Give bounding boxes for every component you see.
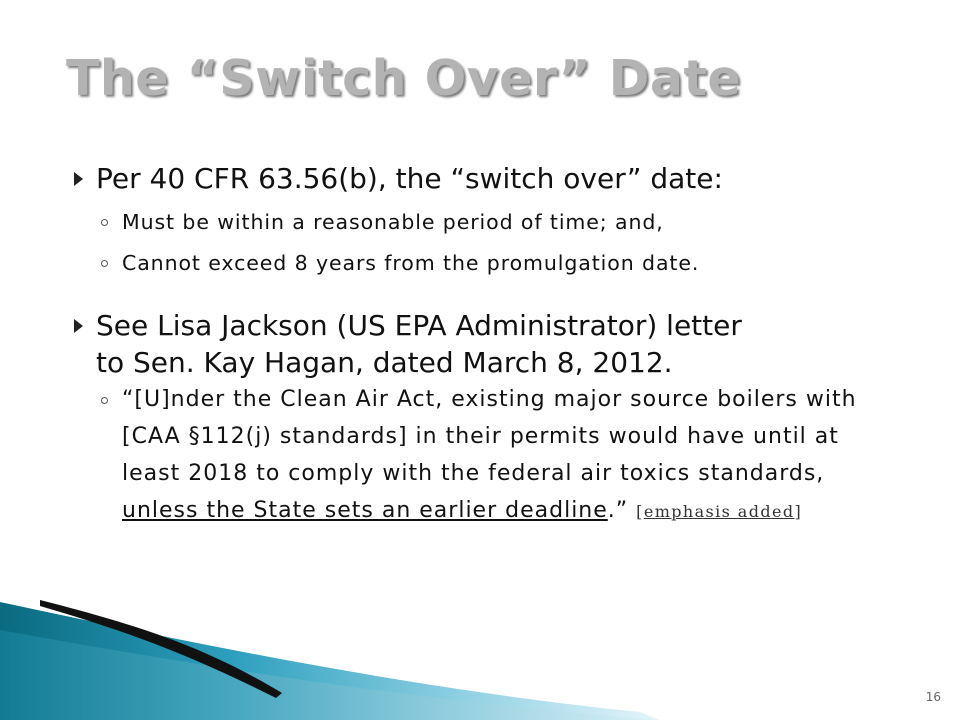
quote-text: “[U]nder the Clean Air Act, existing major source boilers with [CAA §112(j) standards] in their permits would have until at least 2018 to comply with the federal air toxics standards, bbox=[122, 387, 857, 486]
ring-bullet-icon bbox=[101, 397, 108, 404]
ring-bullet-icon bbox=[101, 219, 108, 226]
sub-bullet-item bbox=[74, 247, 884, 279]
emphasis-note: [emphasis added] bbox=[636, 502, 803, 521]
quote-end: .” bbox=[607, 498, 629, 523]
ring-bullet-icon bbox=[101, 260, 108, 267]
quote-underlined-text: unless the State sets an earlier deadline bbox=[122, 498, 608, 523]
sub-bullet-text: Must be within a reasonable period of time; and, bbox=[122, 210, 664, 234]
slide-title: The “Switch Over” Date bbox=[66, 50, 742, 107]
quote-sub-bullet bbox=[74, 381, 884, 530]
bullet-item bbox=[74, 160, 884, 197]
bullet-text-line-2: to Sen. Kay Hagan, dated March 8, 2012. bbox=[96, 346, 673, 379]
bullet-item bbox=[74, 307, 884, 381]
sub-bullet-text: Cannot exceed 8 years from the promulgation date. bbox=[122, 251, 700, 275]
emphasis-added-link[interactable]: emphasis added bbox=[643, 502, 795, 521]
slide-body bbox=[74, 160, 884, 530]
bullet-text-line-1: See Lisa Jackson (US EPA Administrator) letter bbox=[96, 309, 742, 342]
bullet-text: Per 40 CFR 63.56(b), the “switch over” date: bbox=[96, 162, 723, 195]
wave-decoration bbox=[0, 590, 960, 720]
sub-bullet-item bbox=[74, 206, 884, 238]
page-number: 16 bbox=[925, 690, 941, 704]
arrow-bullet-icon bbox=[74, 319, 83, 333]
arrow-bullet-icon bbox=[74, 172, 83, 186]
